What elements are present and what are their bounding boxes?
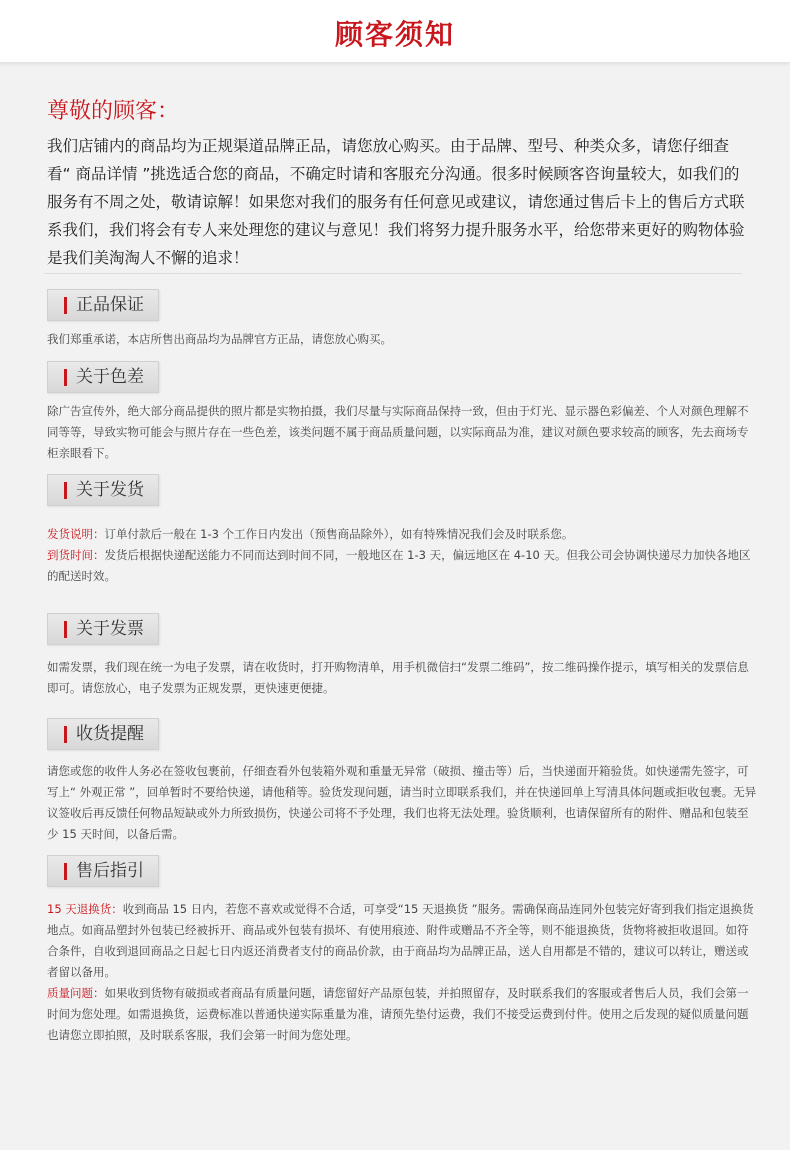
section-header [47,361,159,393]
item-text: 订单付款后一般在 1-3 个工作日内发出（预售商品除外），如有特殊情况我们会及时联系您。 [104,527,574,541]
item-text: 如果收到货物有破损或者商品有质量问题，请您留好产品原包装，并拍照留存，及时联系我们的客服或者售后人员，我们会第一时间为您处理。如需退换货，运费标准以普通快递实际重量为准，请预先垫付运费，我们不接受运费到付件。使用之后发现的疑似质量问题也请您立即拍照，及时联系客服，我们会第一时间为您处理。 [47,986,749,1042]
section-after-sales [47,855,757,1046]
section-marker [64,482,67,499]
section-marker [64,863,67,880]
section-body [47,657,757,699]
intro-text: 我们店铺内的商品均为正规渠道品牌正品，请您放心购买。由于品牌、型号、种类众多，请您仔细查看“ 商品详情 ”挑选适合您的商品，不确定时请和客服充分沟通。很多时候顾客咨询量较大，如我们的服务有不周之处，敬请谅解！如果您对我们的服务有任何意见或建议，请您通过售后卡上的售后方式联系我们，我们将会有专人来处理您的建议与意见！我们将努力提升服务水平，给您带来更好的购物体验是我们美淘淘人不懈的追求！ [47,137,745,267]
section-title: 收货提醒 [76,724,144,744]
section-title: 正品保证 [76,295,144,315]
item-label: 质量问题： [47,986,105,1000]
section-marker [64,621,67,638]
section-color [47,361,757,464]
section-header [47,718,159,750]
section-text: 请您或您的收件人务必在签收包裹前，仔细查看外包装箱外观和重量无异常（破损、撞击等）后，当快递面开箱验货。如快递需先签字，可写上“ 外观正常 ”，回单暂时不要给快递，请他稍等。验货发现问题，请当时立即联系我们，并在快递回单上写清具体问题或拒收包裹。无异议签收后再反馈任何物品短缺或外力所致损伤，快递公司将不予处理，我们也将无法处理。验货顺利，也请保留所有的附件、赠品和包装至少 15 天时间，以备后需。 [47,764,757,841]
section-title: 关于色差 [76,367,144,387]
section-body [47,329,757,350]
item-label: 到货时间： [47,548,105,562]
section-body [47,899,757,1046]
section-title: 关于发票 [76,619,144,639]
section-header [47,855,159,887]
greeting: 尊敬的顾客： [47,99,180,124]
section-marker [64,369,67,386]
section-shipping [47,474,757,587]
section-text: 除广告宣传外，绝大部分商品提供的照片都是实物拍摄，我们尽量与实际商品保持一致，但由于灯光、显示器色彩偏差、个人对颜色理解不同等等，导致实物可能会与照片存在一些色差，该类问题不属于商品质量问题，以实际商品为准，建议对颜色要求较高的顾客，先去商场专柜亲眼看下。 [47,404,749,460]
section-header [47,474,159,506]
section-genuine [47,289,757,350]
section-item [47,899,757,983]
item-text: 发货后根据快递配送能力不同而达到时间不同，一般地区在 1-3 天，偏远地区在 4-10 天。但我公司会协调快递尽力加快各地区的配送时效。 [47,548,751,583]
section-body [47,761,757,845]
page-header [0,0,790,63]
item-label: 15 天退换货： [47,902,123,916]
section-body [47,524,757,587]
intro-block [47,98,753,272]
section-title: 关于发货 [76,480,144,500]
section-title: 售后指引 [76,861,144,881]
section-text: 我们郑重承诺，本店所售出商品均为品牌官方正品，请您放心购买。 [47,332,392,346]
section-item [47,524,757,545]
divider [44,273,742,274]
section-item [47,545,757,587]
section-marker [64,726,67,743]
section-receipt [47,718,757,845]
section-header [47,613,159,645]
section-item [47,983,757,1046]
section-header [47,289,159,321]
item-text: 收到商品 15 日内，若您不喜欢或觉得不合适，可享受“15 天退换货 ”服务。需确保商品连同外包装完好寄到我们指定退换货地点。如商品塑封外包装已经被拆开、商品或外包装有损坏、有使用痕迹、附件或赠品不齐全等，则不能退换货，货物将被拒收退回。如符合条件，自收到退回商品之日起七日内返还消费者支付的商品价款，由于商品均为品牌正品，送人自用都是不错的，建议可以转让，赠送或者留以备用。 [47,902,754,979]
item-label: 发货说明： [47,527,105,541]
page-title: 顾客须知 [334,18,455,51]
section-text: 如需发票，我们现在统一为电子发票，请在收货时，打开购物清单，用手机微信扫“发票二维码”，按二维码操作提示，填写相关的发票信息即可。请您放心，电子发票为正规发票，更快速更便捷。 [47,660,749,695]
section-invoice [47,613,757,699]
section-body [47,401,757,464]
section-marker [64,297,67,314]
